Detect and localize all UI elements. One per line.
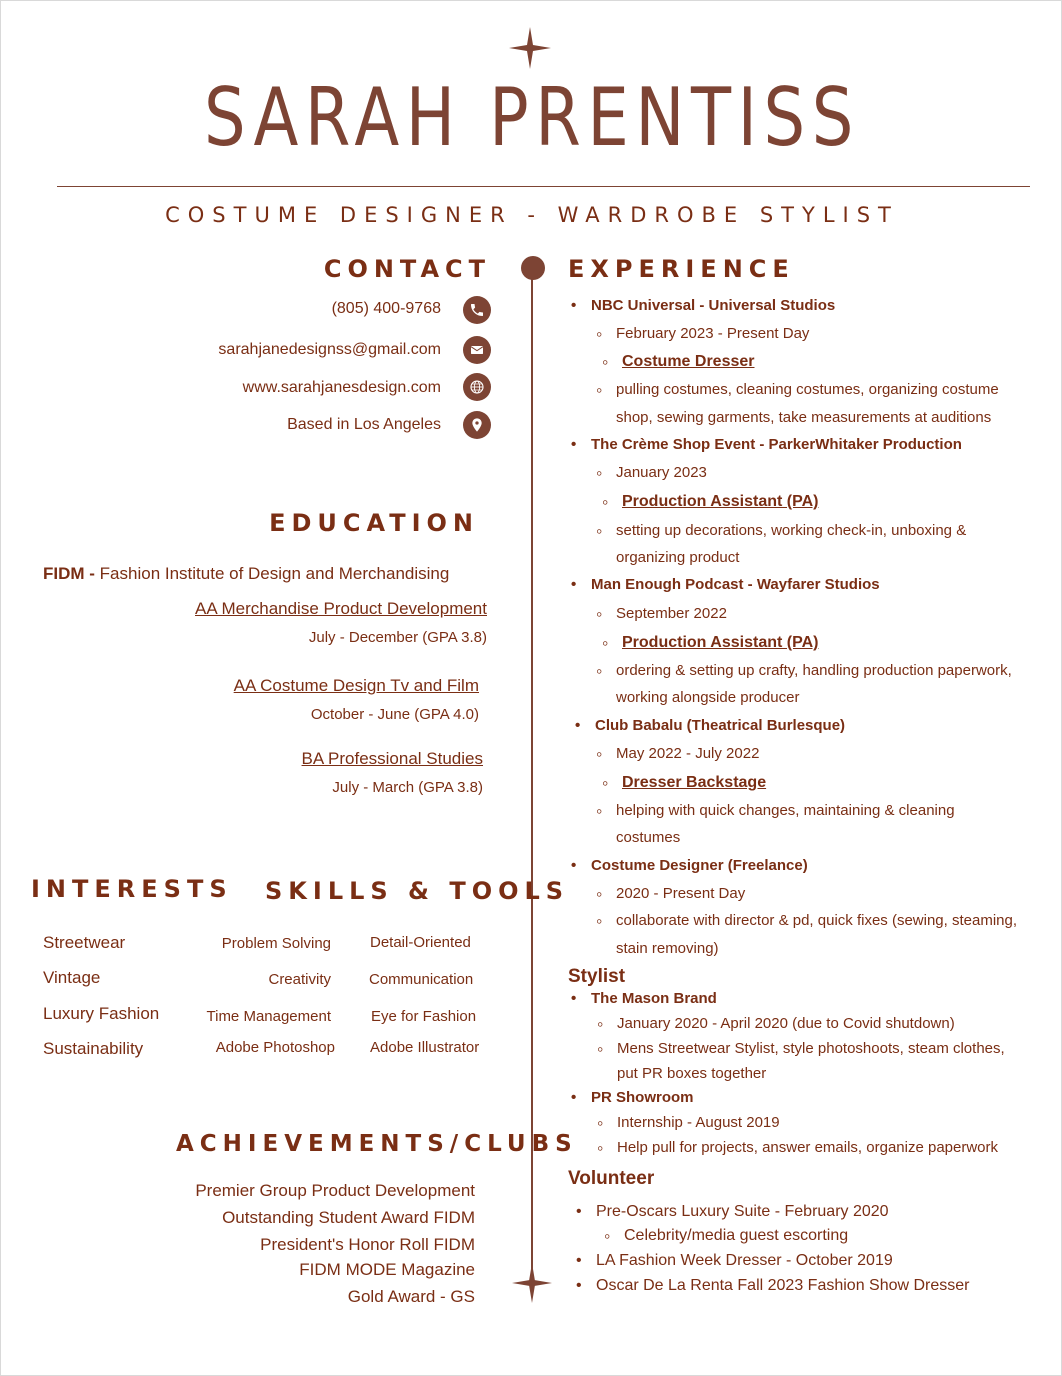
job-dates: ◦ February 2023 - Present Day [616, 325, 809, 342]
job-company: • NBC Universal - Universal Studios [591, 297, 835, 314]
name-title: SARAH PRENTISS [204, 71, 860, 164]
job-desc: ◦ helping with quick changes, maintaining & cleaning [616, 802, 955, 819]
job-dates: ◦ September 2022 [616, 605, 727, 622]
job-company: • Club Babalu (Theatrical Burlesque) [595, 717, 845, 734]
achievement-item: President's Honor Roll FIDM [260, 1235, 475, 1254]
email-icon [463, 336, 491, 364]
interest-item: Streetwear [43, 933, 126, 952]
achievement-item: FIDM MODE Magazine [299, 1260, 475, 1279]
skill-item: Time Management [206, 1008, 331, 1025]
job-title: COSTUME DESIGNER - WARDROBE STYLIST [165, 203, 899, 227]
volunteer-item: • LA Fashion Week Dresser - October 2019 [596, 1252, 893, 1270]
stylist-detail: ◦ Mens Streetwear Stylist, style photoshoots, steam clothes, [617, 1040, 1005, 1057]
skill-item: Creativity [268, 971, 331, 988]
degree-dates: July - March (GPA 3.8) [332, 779, 483, 796]
achievement-item: Outstanding Student Award FIDM [222, 1208, 475, 1227]
job-company: • The Crème Shop Event - ParkerWhitaker Production [591, 436, 962, 453]
interest-item: Luxury Fashion [43, 1004, 160, 1023]
job-desc: ◦ setting up decorations, working check-in, unboxing & [616, 522, 966, 539]
job-company: • Costume Designer (Freelance) [591, 857, 808, 874]
job-desc: ◦ pulling costumes, cleaning costumes, organizing costume [616, 381, 999, 398]
job-desc-cont: organizing product [616, 549, 740, 566]
phone-text[interactable]: (805) 400-9768 [331, 300, 441, 317]
job-desc-cont: costumes [616, 829, 681, 846]
globe-icon [463, 373, 491, 401]
job-desc-cont: working alongside producer [616, 689, 800, 706]
skill-item: Communication [369, 971, 474, 988]
experience-heading: EXPERIENCE [568, 255, 795, 283]
job-role: ◦ Production Assistant (PA) [622, 493, 818, 511]
job-role: ◦ Dresser Backstage [622, 774, 766, 792]
job-dates: ◦ January 2023 [616, 464, 707, 481]
volunteer-detail: ◦ Celebrity/media guest escorting [624, 1227, 848, 1245]
skill-item: Adobe Photoshop [215, 1039, 335, 1056]
stylist-company: • The Mason Brand [591, 990, 717, 1007]
job-desc: ◦ collaborate with director & pd, quick fixes (sewing, steaming, [616, 912, 1017, 929]
interests-heading: INTERESTS [31, 875, 233, 903]
job-role: ◦ Costume Dresser [622, 353, 755, 371]
volunteer-item: • Pre-Oscars Luxury Suite - February 2020 [596, 1203, 889, 1221]
job-dates: ◦ May 2022 - July 2022 [616, 745, 759, 762]
job-desc-cont: shop, sewing garments, take measurements at auditions [616, 409, 992, 426]
job-desc-cont: stain removing) [616, 940, 719, 957]
achievement-item: Premier Group Product Development [195, 1181, 475, 1200]
job-company: • Man Enough Podcast - Wayfarer Studios [591, 576, 880, 593]
stylist-detail: ◦ January 2020 - April 2020 (due to Covid shutdown) [617, 1015, 955, 1032]
degree-dates: July - December (GPA 3.8) [308, 629, 487, 646]
volunteer-heading: Volunteer [568, 1168, 655, 1189]
job-role: ◦ Production Assistant (PA) [622, 634, 818, 652]
stylist-detail-cont: put PR boxes together [617, 1065, 767, 1082]
email-text[interactable]: sarahjanedesignss@gmail.com [218, 341, 441, 358]
contact-heading: CONTACT [323, 255, 491, 283]
achievements-heading: ACHIEVEMENTS/CLUBS [176, 1131, 578, 1157]
phone-icon [463, 296, 491, 324]
skill-item: Problem Solving [221, 935, 331, 952]
sparkle-icon [509, 27, 551, 69]
skill-item: Adobe Illustrator [370, 1039, 480, 1056]
degree-dates: October - June (GPA 4.0) [310, 706, 479, 723]
website-text[interactable]: www.sarahjanesdesign.com [242, 379, 441, 396]
stylist-detail: ◦ Internship - August 2019 [617, 1114, 780, 1131]
school-name: Fashion Institute of Design and Merchandising [99, 564, 450, 583]
interest-item: Sustainability [43, 1039, 144, 1058]
degree-title: AA Merchandise Product Development [195, 599, 487, 618]
interest-item: Vintage [43, 968, 101, 987]
stylist-detail: ◦ Help pull for projects, answer emails, organize paperwork [617, 1139, 998, 1156]
skill-item: Detail-Oriented [370, 934, 471, 951]
stylist-heading: Stylist [568, 966, 626, 987]
school-line [43, 564, 449, 584]
volunteer-item: • Oscar De La Renta Fall 2023 Fashion Show Dresser [596, 1277, 970, 1295]
degree-title: BA Professional Studies [301, 749, 483, 768]
skill-item: Eye for Fashion [371, 1008, 477, 1025]
education-heading: EDUCATION [269, 509, 479, 537]
timeline-dot [521, 256, 545, 280]
job-desc: ◦ ordering & setting up crafty, handling production paperwork, [616, 662, 1012, 679]
achievement-item: Gold Award - GS [347, 1287, 475, 1306]
location-text: Based in Los Angeles [287, 416, 441, 433]
timeline-line [531, 269, 533, 1279]
degree-title: AA Costume Design Tv and Film [233, 676, 479, 695]
stylist-company: • PR Showroom [591, 1089, 694, 1106]
divider [57, 186, 1030, 187]
job-dates: ◦ 2020 - Present Day [616, 885, 745, 902]
skills-heading: SKILLS & TOOLS [265, 877, 570, 905]
school-abbr: FIDM - [43, 564, 95, 583]
location-icon [463, 411, 491, 439]
sparkle-icon [512, 1263, 552, 1303]
